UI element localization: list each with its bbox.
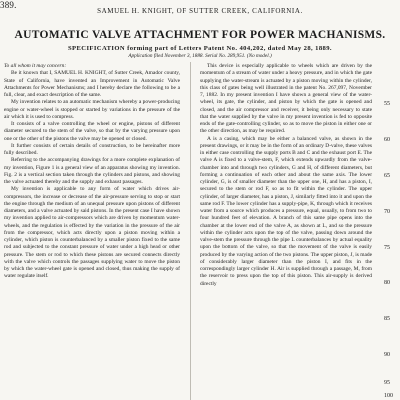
left-column — [4, 63, 180, 281]
paragraph: This device is especially applicable to wheels which are driven by the momentum of a stream of water under a heavy pressure, and in which the gate supplying the water-stream is actuated by a piston moving within the cylinder, this class of gates being well illustrated in the patent No. 267,097, November 7, 1882. In my present invention I have shown a general view of the water-wheel, its gate, the cylinder, and piston by which the gate is opened and closed, and the air compressor and receiver, it being only necessary to state that the water supplied by the valve in my present invention is fed to opposite ends of the gate-controlling cylinder, so as to move the piston in either one or the other direction, as may be required. — [200, 63, 372, 135]
page-number-fragment: 389. — [0, 0, 17, 10]
line-number: 85 — [384, 316, 390, 322]
line-number: 95 — [384, 380, 390, 386]
salutation: To all whom it may concern: — [4, 63, 67, 69]
patent-title: AUTOMATIC VALVE ATTACHMENT FOR POWER MACHANISMS. — [14, 29, 386, 41]
line-number: 75 — [384, 245, 390, 251]
line-number: 55 — [384, 101, 390, 107]
right-column — [200, 63, 372, 288]
paragraph: My invention is applicable to any form of water which drives air-compressors, the increase or decrease of the air-pressure serving to stop or start the engine through the medium of an unequal pressure upon pistons of different diameters, and a valve actuated by said pistons. In the present case I have shown my invention applied to air-compressors which are driven by momentum water-wheels, and the regulation is effected by the variation in the pressure of the air from the compressor, which acts directly upon a piston moving within a cylinder, which piston is counterbalanced by a smaller piston fixed to the same rod and subjected to the constant pressure of water under a high head or other pressure. The stem or rod to which these pistons are secured connects directly with the valve which controls the passages supplying water to move the piston by which the water-wheel gate is opened and closed, thus making the supply of water regulate itself. — [4, 186, 180, 280]
paragraph: My invention relates to an automatic mechanism whereby a power-producing engine or water-wheel is stopped or started by variations in the pressure of the air which it is used to compress. — [4, 99, 180, 120]
paragraph: Be it known that I, SAMUEL H. KNIGHT, of Sutter Creek, Amador county, State of California, have invented an Improvement in Automatic Valve Attachments for Power Mechanisms; and I hereby declare the following to be a full, clear, and exact description of the same. — [4, 70, 180, 98]
paragraph: It consists of a valve controlling the wheel or engine, pistons of different diameter secured to the stem of the valve, so that by the varying pressure upon one or the other of the pistons the valve may be opened or closed. — [4, 121, 180, 142]
specification-line: SPECIFICATION forming part of Letters Patent No. 404,202, dated May 28, 1889. — [67, 45, 332, 52]
line-number: 60 — [384, 137, 390, 143]
column-divider — [190, 62, 191, 400]
paragraph: Referring to the accompanying drawings for a more complete explanation of my invention, Figure 1 is a general view of an apparatus showing my invention. Fig. 2 is a vertical section taken through the cylinders and pistons, and showing the valve actuated thereby and the supply and exhaust passages. — [4, 157, 180, 185]
line-number: 80 — [384, 280, 390, 286]
line-number: 70 — [384, 209, 390, 215]
patent-header: SAMUEL H. KNIGHT, OF SUTTER CREEK, CALIFORNIA. — [97, 7, 303, 15]
line-number: 65 — [384, 173, 390, 179]
line-number: 90 — [384, 352, 390, 358]
paragraph: A is a casing, which may be either a balanced valve, as shown in the present drawings, or it may be in the form of an ordinary D-valve, these valves in either case controlling the supply ports B and C and the exhaust port E. The valve A is fixed to a valve-stem, F, which extends upwardly from the valve-chamber into and through two cylinders, G and H, of different diameters, but forming a continuation of each other and about the same axis. The lower cylinder, G, is of smaller diameter than the upper one, H, and has a piston, I, secured to the stem or rod F, so as to fit within the cylinder. The upper cylinder, of larger diameter, has a piston, J, similarly fitted into it and upon the same rod F. The lower cylinder has a supply-pipe, K, through which it receives water from a source which produces a pressure, equal, usually, to from two to four hundred feet of elevation. A branch of this same pipe opens into the chamber at the lower end of the valve A, as shown at L, and so the pressure within the cylinder acts upon the top of the valve, passing down around the valve-stem the pressure through the pipe L counterbalances by actual equality upon the bottom of the valve, so that the movement of the valve is easily produced by the varying action of the two pistons. The upper piston, J, is made of considerably larger diameter than the piston I, and fits in the correspondingly larger cylinder H. Air is supplied through a passage, M, from the reservoir to press upon the top of this piston. This air-supply is derived directly — [200, 135, 372, 287]
application-line: Application filed November 3, 1888. Serial No. 289,951. (No model.) — [128, 53, 272, 59]
paragraph: It further consists of certain details of construction, to be hereinafter more fully described. — [4, 142, 180, 156]
line-number: 100 — [384, 393, 393, 399]
